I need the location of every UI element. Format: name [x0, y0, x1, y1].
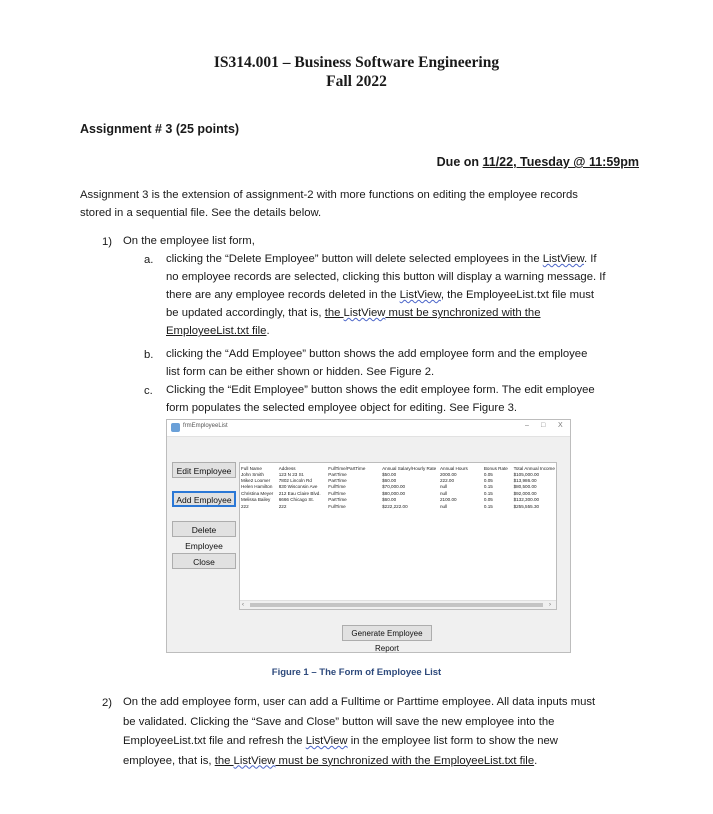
column-header[interactable]: Bonus Rate	[483, 465, 508, 471]
table-cell: FullTime	[328, 503, 346, 509]
close-icon[interactable]: X	[558, 422, 563, 429]
intro-paragraph: Assignment 3 is the extension of assignment-2 with more functions on editing the employee records stored in a sequential file. See the details below.	[80, 189, 578, 219]
table-row[interactable]	[240, 503, 556, 509]
employee-table	[240, 465, 556, 509]
table-cell: 0.05	[483, 471, 493, 477]
figure-caption: Figure 1 – The Form of Employee List	[271, 667, 442, 678]
table-cell: 123 N 23 St.	[278, 471, 305, 477]
table-cell: $60.00	[382, 478, 397, 484]
item-2-number: 2)	[102, 697, 113, 709]
column-header[interactable]: Annual Hours	[439, 465, 468, 471]
horizontal-scrollbar[interactable]	[240, 600, 556, 609]
table-cell: PartTime	[328, 497, 347, 503]
table-cell: $80,500.00	[513, 484, 537, 490]
employee-list-form-screenshot	[166, 419, 571, 653]
table-cell: Christina Meyer	[241, 490, 274, 496]
term-title: Fall 2022	[326, 73, 387, 90]
item-1a-text: clicking the “Delete Employee” button will delete selected employees in the ListView. If no employee records are selected, clicking this button will display a warning message. If there are any employee records deleted in the ListView, the EmployeeList.txt file must be updated accordingly, that is, the ListView must be synchronized with the EmployeeList.txt file.	[166, 253, 606, 337]
table-cell: $80,000.00	[382, 490, 406, 496]
table-cell: John Smith	[241, 471, 264, 477]
table-cell: PartTime	[328, 478, 347, 484]
minimize-icon[interactable]: –	[525, 422, 529, 429]
maximize-icon[interactable]: □	[541, 422, 546, 429]
due-date: Due on 11/22, Tuesday @ 11:59pm	[436, 155, 639, 169]
table-cell: 2100.00	[439, 497, 457, 503]
item-1c-text: Clicking the “Edit Employee” button shows the edit employee form. The edit employee form populates the selected employee object for editing. See Figure 3.	[166, 384, 595, 414]
table-cell: $255,555.30	[513, 503, 540, 509]
table-cell: Mike2 Loomer	[241, 478, 271, 484]
delete-employee-button[interactable]: Delete Employee	[172, 521, 236, 537]
course-title: IS314.001 – Business Software Engineering	[213, 54, 500, 71]
item-1c-letter: c.	[144, 385, 153, 397]
table-cell: 0.05	[483, 478, 493, 484]
scroll-left-icon[interactable]: ‹	[242, 602, 244, 608]
add-employee-button[interactable]: Add Employee	[172, 491, 236, 507]
item-2-text: On the add employee form, user can add a Fulltime or Parttime employee. All data inputs must be validated. Clicking the “Save and Close” button will save the new employee into the EmployeeList.txt file and refresh the ListView in the employee list form to show the new employee, that is, the ListView must be synchronized with the EmployeeList.txt file.	[123, 696, 596, 767]
scroll-right-icon[interactable]: ›	[549, 602, 551, 608]
window-titlebar	[167, 420, 570, 437]
table-cell: null	[439, 484, 448, 490]
table-cell: $92,000.00	[513, 490, 537, 496]
edit-employee-button[interactable]: Edit Employee	[172, 462, 236, 478]
table-cell: 2000.00	[439, 471, 457, 477]
generate-report-button[interactable]: Generate Employee Report	[342, 625, 432, 641]
table-cell: null	[439, 503, 448, 509]
table-cell: $222,222.00	[382, 503, 408, 509]
table-cell: $50.00	[382, 471, 397, 477]
column-header[interactable]: Total Annual Income	[513, 465, 555, 471]
item-1-lead: On the employee list form,	[123, 235, 255, 247]
table-cell: 6666 Chicago St.	[278, 497, 314, 503]
table-cell: FullTime	[328, 490, 346, 496]
table-cell: Melissa Bailey	[241, 497, 271, 503]
scrollbar-thumb[interactable]	[250, 603, 543, 607]
table-cell: 222.00	[439, 478, 455, 484]
table-cell: $105,000.00	[513, 471, 540, 477]
item-1a-letter: a.	[144, 254, 154, 266]
table-cell: PartTime	[328, 471, 347, 477]
table-cell: $13,986.00	[513, 478, 537, 484]
table-cell: $70,000.00	[382, 484, 406, 490]
table-cell: 0.15	[483, 503, 493, 509]
table-cell: null	[439, 490, 448, 496]
item-1-number: 1)	[102, 236, 113, 248]
table-cell: 830 Wisconsin Ave	[278, 484, 318, 490]
table-cell: 7802 Lincoln Rd	[278, 478, 312, 484]
table-cell: 212 Eau Claire Blvd.	[278, 490, 321, 496]
table-cell: $60.00	[382, 497, 397, 503]
item-1b-text: clicking the “Add Employee” button shows the add employee form and the employee list form can be either shown or hidden. See Figure 2.	[166, 348, 588, 378]
close-button[interactable]: Close	[172, 553, 236, 569]
window-title: frmEmployeeList	[183, 423, 228, 429]
table-cell: 0.15	[483, 490, 493, 496]
column-header[interactable]: Annual Salary/Hourly Rate	[382, 465, 437, 471]
table-cell: FullTime	[328, 484, 346, 490]
table-cell: 222	[278, 503, 287, 509]
table-cell: 0.15	[483, 484, 493, 490]
table-cell: Helen Hamilton	[241, 484, 273, 490]
column-header[interactable]: Full Name	[241, 465, 262, 471]
item-1b-letter: b.	[144, 349, 154, 361]
employee-listview[interactable]	[239, 462, 557, 610]
table-cell: $132,300.00	[513, 497, 540, 503]
table-cell: 0.05	[483, 497, 493, 503]
assignment-title: Assignment # 3 (25 points)	[80, 122, 240, 136]
column-header[interactable]: Address	[278, 465, 296, 471]
column-header[interactable]: FullTime/PartTime	[328, 465, 366, 471]
table-cell: 222	[241, 503, 249, 509]
app-icon	[171, 423, 180, 432]
